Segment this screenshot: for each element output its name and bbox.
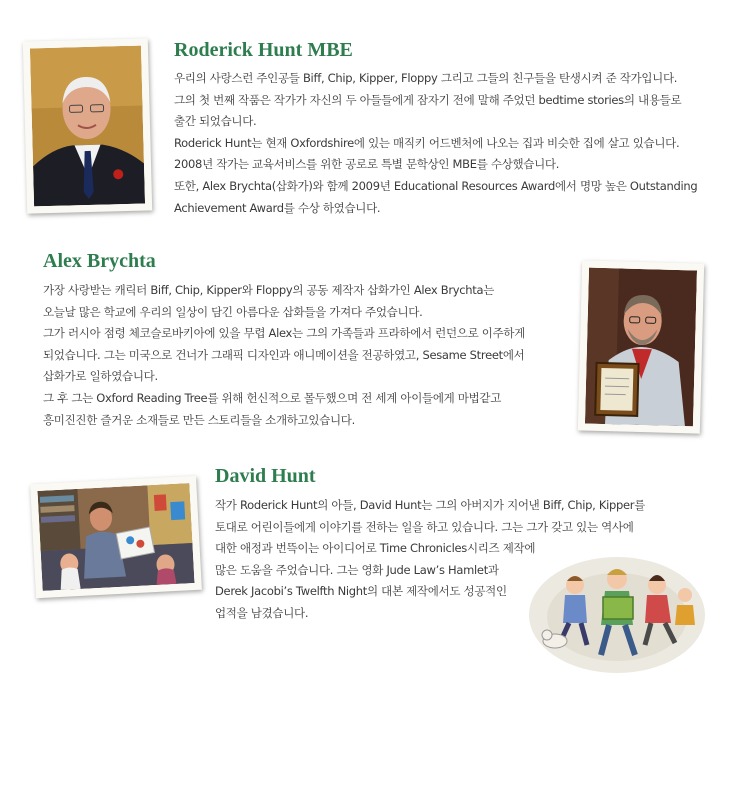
- roderick-hunt-name: Roderick Hunt MBE: [174, 39, 353, 61]
- bio-line: 업적을 남겼습니다.: [215, 605, 309, 620]
- bio-line: 흥미진진한 즐거운 소재들로 만든 스토리들을 소개하고있습니다.: [43, 412, 355, 427]
- bio-line: 그의 첫 번째 작품은 작가가 자신의 두 아들들에게 잠자기 전에 말해 주었던 bedtime stories의 내용들로: [174, 92, 682, 107]
- bio-line: 또한, Alex Brychta(삽화가)와 함께 2009년 Educational Resources Award에서 명망 높은 Outstanding: [174, 178, 698, 193]
- alex-brychta-name: Alex Brychta: [43, 250, 156, 272]
- children-running-illustration: [525, 545, 710, 675]
- bio-line: 우리의 사랑스런 주인공들 Biff, Chip, Kipper, Floppy 그리고 그들의 친구들을 탄생시켜 준 작가입니다.: [174, 71, 678, 85]
- bio-line: 작가 Roderick Hunt의 아들, David Hunt는 그의 아버지가 지어낸 Biff, Chip, Kipper를: [215, 498, 646, 512]
- bio-line: Roderick Hunt는 현재 Oxfordshire에 있는 매직키 어드벤처에 나오는 집과 비슷한 집에 살고 있습니다.: [174, 135, 680, 150]
- bio-line: 삽화가로 일하였습니다.: [43, 369, 158, 384]
- bio-line: Derek Jacobi’s Twelfth Night의 대본 제작에서도 성공적인: [215, 584, 507, 599]
- roderick-hunt-bio: [174, 68, 697, 219]
- bio-line: 그 후 그는 Oxford Reading Tree를 위해 헌신적으로 몰두했으며 전 세계 아이들에게 마법같고: [43, 390, 502, 405]
- bio-line: 2008년 작가는 교육서비스를 위한 공로로 특별 문학상인 MBE를 수상했습니다.: [174, 157, 560, 172]
- david-hunt-name: David Hunt: [215, 465, 316, 487]
- roderick-portrait-image: [30, 46, 145, 207]
- roderick-hunt-photo: [23, 38, 152, 213]
- david-hunt-photo: [30, 476, 202, 599]
- alex-brychta-photo: [578, 260, 704, 433]
- bio-line: 출간 되었습니다.: [174, 114, 257, 129]
- david-storytelling-image: [37, 483, 194, 591]
- bio-line: 대한 애정과 번뜩이는 아이디어로 Time Chronicles시리즈 제작에: [215, 541, 536, 556]
- bio-line: Achievement Award를 수상 하였습니다.: [174, 200, 381, 215]
- alex-portrait-image: [585, 268, 697, 427]
- bio-line: 되었습니다. 그는 미국으로 건너가 그래픽 디자인과 애니메이션을 전공하였고, Sesame Street에서: [43, 347, 525, 362]
- bio-line: 오늘날 많은 학교에 우리의 일상이 담긴 아름다운 삽화들을 가져다 주었습니다.: [43, 304, 423, 319]
- bio-line: 많은 도움을 주었습니다. 그는 영화 Jude Law’s Hamlet과: [215, 562, 499, 577]
- bio-line: 그가 러시아 점령 체코슬로바키아에 있을 무렵 Alex는 그의 가족들과 프라하에서 런던으로 이주하게: [43, 326, 525, 341]
- alex-brychta-bio: [43, 280, 525, 431]
- bio-line: 가장 사랑받는 캐릭터 Biff, Chip, Kipper와 Floppy의 공동 제작자 삽화가인 Alex Brychta는: [43, 283, 495, 297]
- bio-line: 토대로 어린이들에게 이야기를 전하는 일을 하고 있습니다. 그는 그가 갖고 있는 역사에: [215, 519, 634, 534]
